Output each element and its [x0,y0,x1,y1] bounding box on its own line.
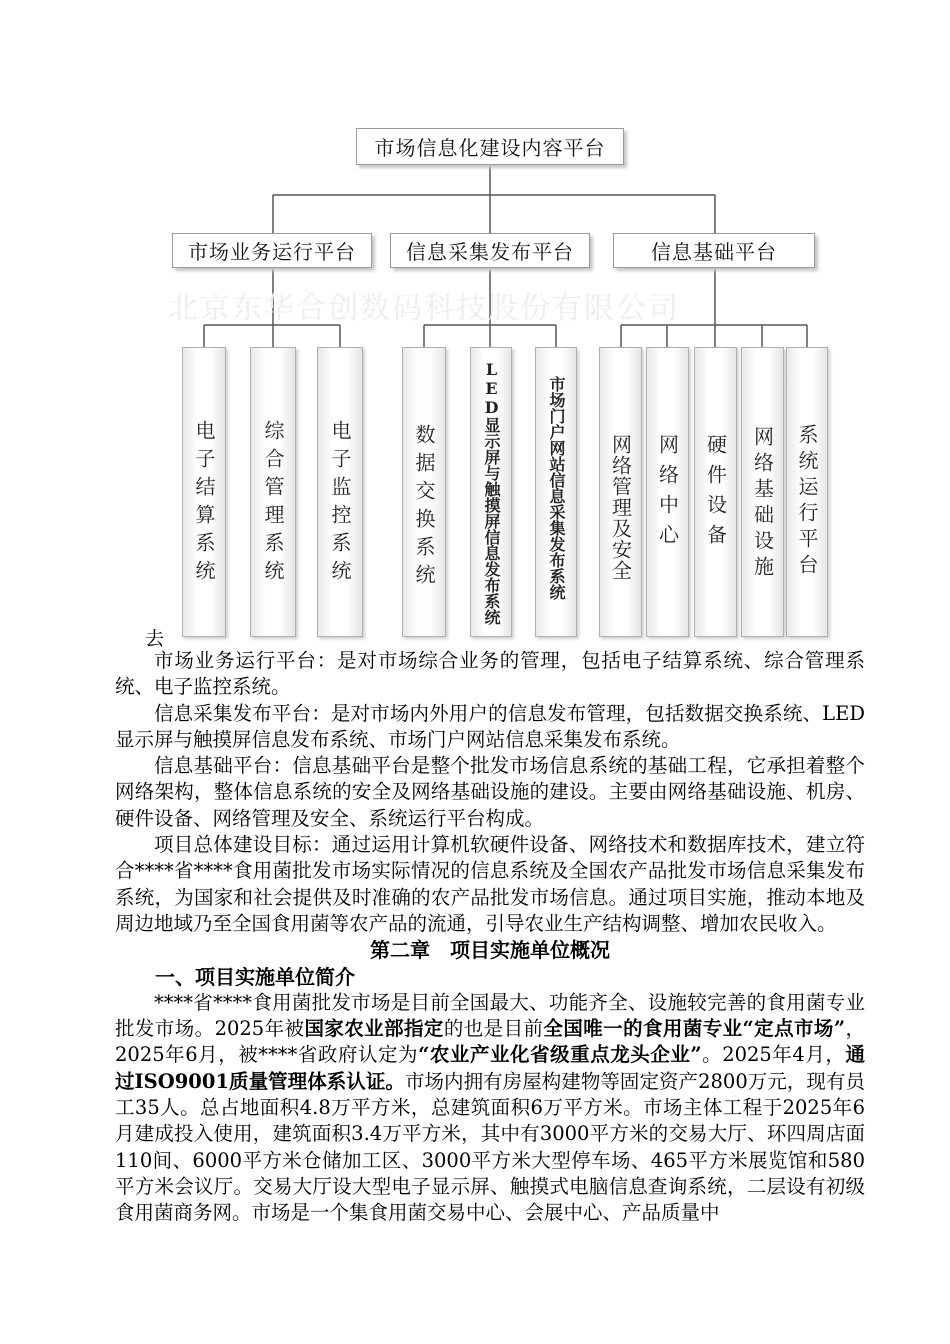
leaf-node: 电子监控系统 [317,347,363,637]
paragraph-goal: 项目总体建设目标：通过运用计算机软硬件设备、网络技术和数据库技术，建立符合****省****食用菌批发市场实际情况的信息系统及全国农产品批发市场信息采集发布系统，为国家和社会提供及时准确的农产品批发市场信息。通过项目实施，推动本地及周边地域乃至全国食用菌等农产品的流通，引导农业生产结构调整、增加农民收入。 [115,833,865,935]
group-node-info-base: 信息基础平台 [613,233,815,268]
group-node-info-publish: 信息采集发布平台 [390,233,590,268]
group-node-business: 市场业务运行平台 [172,233,372,268]
leaf-node: 数据交换系统 [402,347,446,637]
section-title: 一、项目实施单位简介 [155,964,355,989]
leaf-node: 网络基础设施 [741,347,784,637]
paragraph-intro: ****省****食用菌批发市场是目前全国最大、功能齐全、设施较完善的食用菌专业批发市场。2025年被国家农业部指定的也是目前全国唯一的食用菌专业“定点市场”，2025年6月，被****省政府认定为“农业产业化省级重点龙头企业”。2025年4月，通过ISO9001质量管理体系认证。市场内拥有房屋构建物等固定资产2800万元，现有员工35人。总占地面积4.8万平方米，总建筑面积6万平方米。市场主体工程于2025年6月建成投入使用，建筑面积3.4万平方米，其中有3000平方米的交易大厅、环四周店面110间、6000平方米仓储加工区、3000平方米大型停车场、465平方米展览馆和580平方米会议厅。交易大厅设大型电子显示屏、触摸式电脑信息查询系统，二层设有初级食用菌商务网。市场是一个集食用菌交易中心、会展中心、产品质量中 [115,990,865,1225]
leaf-node: 综合管理系统 [250,347,296,637]
stray-character: 去 [145,628,165,650]
leaf-node: LED显示屏与触摸屏信息发布系统 [470,347,512,637]
leaf-node: 网络中心 [646,347,689,637]
paragraph-business: 市场业务运行平台：是对市场综合业务的管理，包括电子结算系统、综合管理系统、电子监控系统。 [115,649,865,699]
watermark: 北京东华合创数码科技股份有限公司 [168,291,680,326]
leaf-node: 硬件设备 [694,347,737,637]
leaf-node: 电子结算系统 [182,347,226,637]
root-node: 市场信息化建设内容平台 [356,128,624,165]
paragraph-info-base: 信息基础平台：信息基础平台是整个批发市场信息系统的基础工程，它承担着整个网络架构，整体信息系统的安全及网络基础设施的建设。主要由网络基础设施、机房、硬件设备、网络管理及安全、系统运行平台构成。 [115,754,865,830]
leaf-node: 网络管理及安全 [599,347,642,637]
leaf-node: 市场门户网站信息采集发布系统 [535,347,577,637]
org-diagram [0,0,950,650]
chapter-title: 第二章 项目实施单位概况 [370,938,610,963]
document-body [115,648,865,1227]
leaf-node: 系统运行平台 [786,347,828,637]
paragraph-info-publish: 信息采集发布平台：是对市场内外用户的信息发布管理，包括数据交换系统、LED显示屏与触摸屏信息发布系统、市场门户网站信息采集发布系统。 [115,701,865,751]
